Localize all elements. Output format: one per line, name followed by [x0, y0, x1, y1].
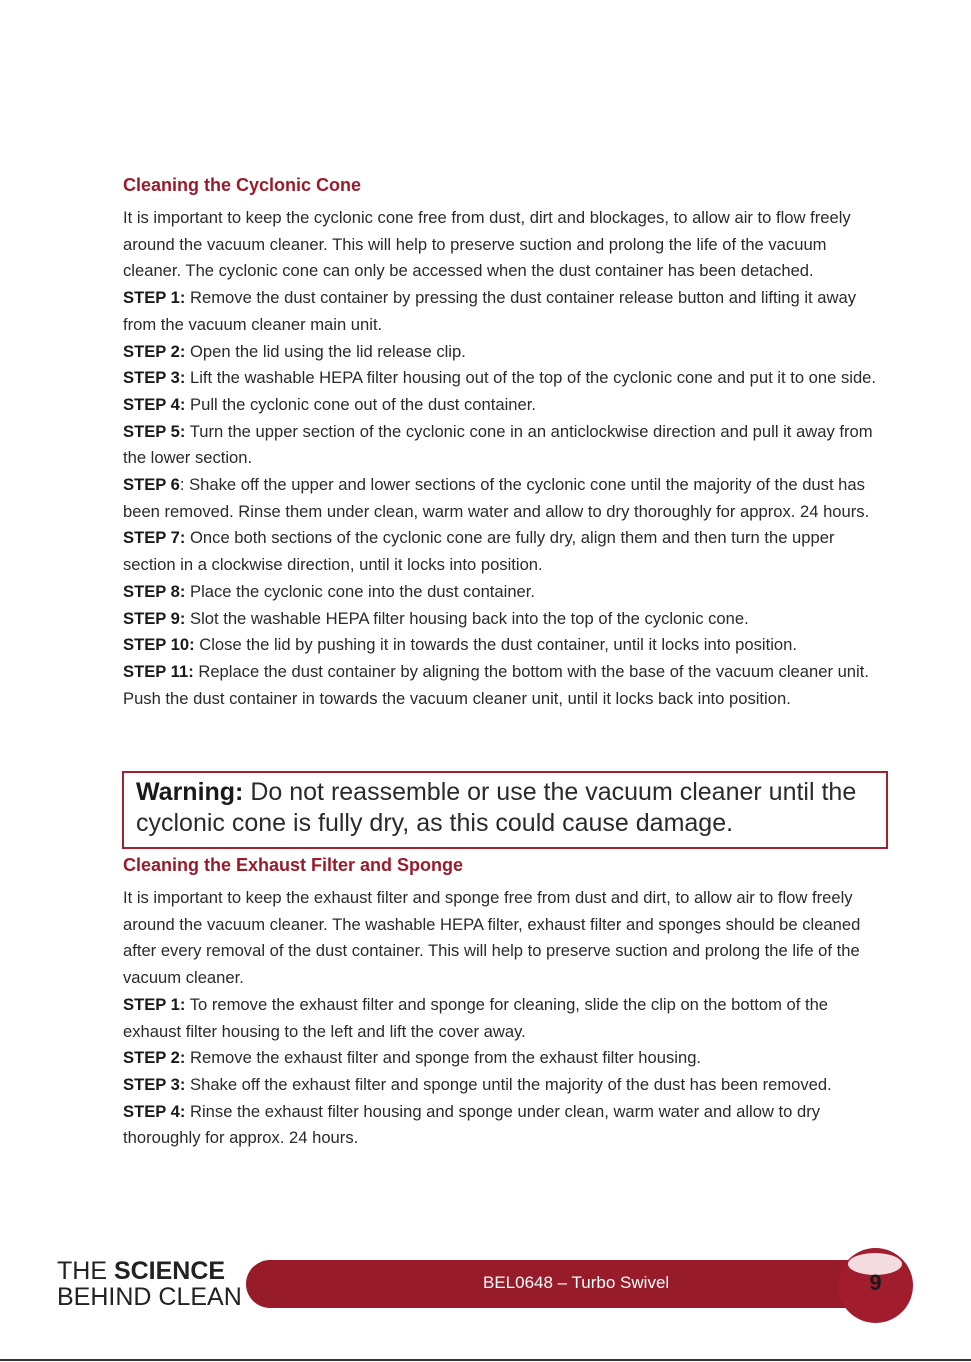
warning-box	[122, 771, 888, 849]
brand-science: SCIENCE	[113, 1257, 226, 1285]
section-body-exhaust-filter	[123, 885, 883, 1152]
step-text: Turn the upper section of the cyclonic cone in an anticlockwise direction and pull it away from the lower section.	[123, 421, 873, 468]
step-text: Lift the washable HEPA filter housing out of the top of the cyclonic cone and put it to one side.	[185, 368, 877, 388]
brand-logo	[57, 1258, 242, 1310]
step-label: STEP 3:	[123, 368, 186, 388]
step-item	[123, 1099, 883, 1152]
step-text: Close the lid by pushing it in towards the dust container, until it locks into position.	[194, 635, 797, 655]
step-text: Place the cyclonic cone into the dust container.	[185, 581, 536, 601]
warning-text: Do not reassemble or use the vacuum cleaner until the cyclonic cone is fully dry, as this could cause damage.	[136, 778, 857, 837]
step-text: Remove the exhaust filter and sponge from the exhaust filter housing.	[185, 1048, 702, 1068]
step-text: Once both sections of the cyclonic cone are fully dry, align them and then turn the upper section in a clockwise direction, until it locks into position.	[123, 528, 835, 575]
step-label: STEP 1:	[123, 994, 186, 1014]
step-item	[123, 525, 883, 578]
step-item	[123, 579, 883, 606]
step-label: STEP 4:	[123, 1101, 186, 1121]
step-item	[123, 419, 883, 472]
step-text: Open the lid using the lid release clip.	[185, 341, 466, 361]
step-text: Remove the dust container by pressing the dust container release button and lifting it away from the vacuum cleaner main unit.	[123, 288, 857, 334]
section-heading-exhaust-filter: Cleaning the Exhaust Filter and Sponge	[123, 855, 464, 875]
step-item	[123, 365, 883, 392]
step-label: STEP 11:	[123, 661, 194, 681]
page-number: 9	[869, 1270, 882, 1295]
bottom-rule	[0, 1359, 971, 1361]
step-item	[123, 1045, 883, 1072]
section-heading-cyclonic-cone: Cleaning the Cyclonic Cone	[123, 175, 362, 195]
step-text: Rinse the exhaust filter housing and sponge under clean, warm water and allow to dry thoroughly for approx. 24 hours.	[123, 1101, 821, 1148]
step-item	[123, 992, 883, 1045]
step-label: STEP 1:	[123, 288, 186, 308]
section-body-cyclonic-cone	[123, 205, 883, 712]
document-title: BEL0648 – Turbo Swivel	[483, 1273, 670, 1292]
step-label: STEP 4:	[123, 394, 186, 414]
step-label: STEP 8:	[123, 581, 186, 601]
intro-paragraph: It is important to keep the exhaust filter and sponge free from dust and dirt, to allow air to flow freely around the vacuum cleaner. The washable HEPA filter, exhaust filter and sponges should be cleaned after every removal of the dust container. This will help to preserve suction and prolong the life of the vacuum cleaner.	[123, 888, 861, 988]
step-item	[123, 606, 883, 633]
step-label: STEP 5:	[123, 421, 186, 441]
step-item	[123, 632, 883, 659]
step-item	[123, 285, 883, 338]
step-label: STEP 6	[123, 475, 180, 495]
step-text: : Shake off the upper and lower sections of the cyclonic cone until the majority of the dust has been removed. Rinse them under clean, warm water and allow to dry thoroughly for approx. 24 hours.	[123, 475, 870, 521]
step-label: STEP 2:	[123, 1048, 186, 1068]
step-label: STEP 2:	[123, 341, 186, 361]
step-label: STEP 7:	[123, 528, 186, 548]
intro-paragraph: It is important to keep the cyclonic cone free from dust, dirt and blockages, to allow air to flow freely around the vacuum cleaner. This will help to preserve suction and prolong the life of the vacuum cleaner. The cyclonic cone can only be accessed when the dust container has been detached.	[123, 208, 851, 281]
brand-behind-clean: BEHIND CLEAN	[57, 1283, 242, 1311]
step-label: STEP 10:	[123, 635, 195, 655]
brand-line-1	[57, 1258, 242, 1284]
step-text: Shake off the exhaust filter and sponge until the majority of the dust has been removed.	[185, 1074, 832, 1094]
step-label: STEP 9:	[123, 608, 186, 628]
step-item	[123, 659, 883, 712]
step-label: STEP 3:	[123, 1074, 186, 1094]
step-item	[123, 1072, 883, 1099]
warning-label: Warning:	[136, 778, 244, 806]
step-text: Slot the washable HEPA filter housing back into the top of the cyclonic cone.	[185, 608, 749, 628]
step-item	[123, 472, 883, 525]
step-item	[123, 339, 883, 366]
step-text: To remove the exhaust filter and sponge for cleaning, slide the clip on the bottom of the exhaust filter housing to the left and lift the cover away.	[123, 994, 829, 1041]
step-text: Pull the cyclonic cone out of the dust container.	[185, 394, 536, 414]
step-text: Replace the dust container by aligning the bottom with the base of the vacuum cleaner unit. Push the dust container in towards the vacuum cleaner unit, until it locks back into position.	[123, 661, 869, 708]
step-item	[123, 392, 883, 419]
brand-the: THE	[57, 1257, 107, 1285]
